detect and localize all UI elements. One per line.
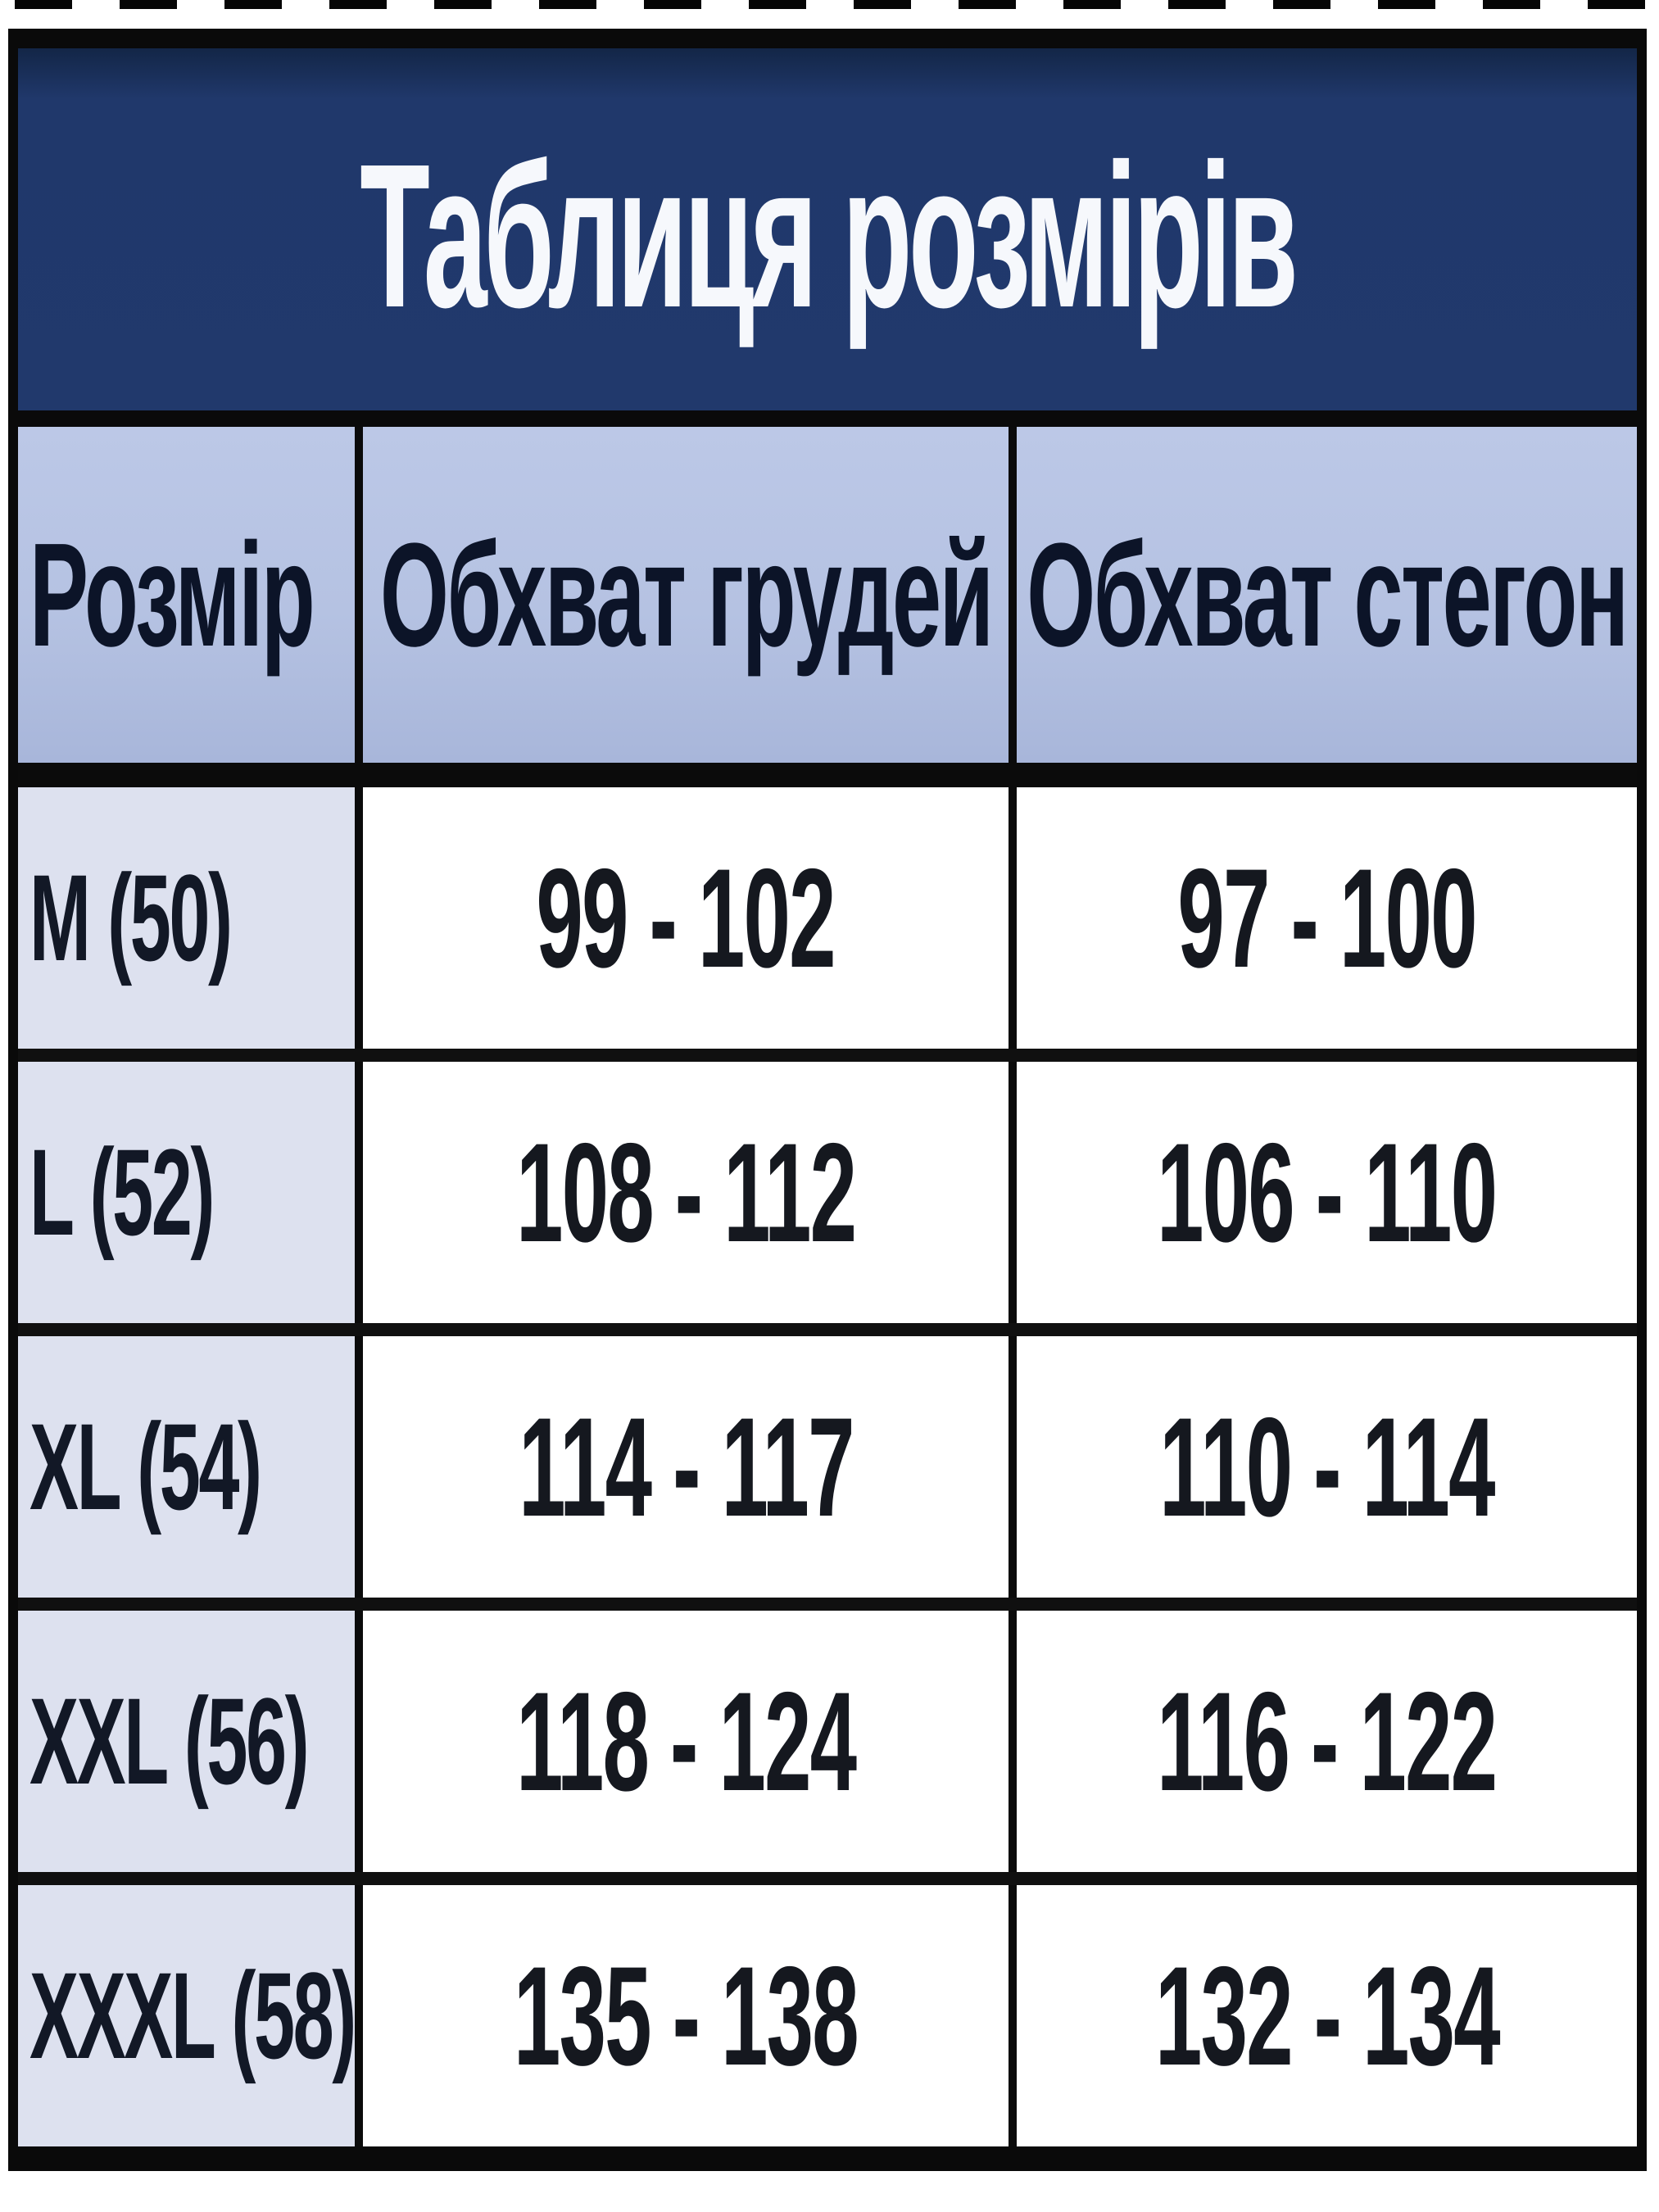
size-cell xyxy=(18,1062,363,1323)
size-label: XXL (56) xyxy=(29,1672,308,1810)
size-table xyxy=(8,29,1647,2171)
chest-cell xyxy=(363,787,1017,1049)
hips-value: 97 - 100 xyxy=(1177,839,1476,997)
header-cell-hips xyxy=(1017,427,1637,763)
header-hips-label: Обхват стегон xyxy=(1027,512,1627,678)
chest-value: 135 - 138 xyxy=(514,1937,858,2095)
table-row-m xyxy=(18,787,1637,1062)
chest-value: 118 - 124 xyxy=(515,1662,856,1820)
size-cell xyxy=(18,1611,363,1872)
hips-value: 106 - 110 xyxy=(1157,1113,1497,1271)
hips-cell xyxy=(1017,1611,1637,1872)
chest-value: 114 - 117 xyxy=(518,1388,854,1546)
top-crop-artifact xyxy=(15,0,1659,9)
size-label: M (50) xyxy=(29,849,231,986)
table-row-l xyxy=(18,1062,1637,1336)
chest-cell xyxy=(363,1062,1017,1323)
hips-value: 110 - 114 xyxy=(1159,1388,1494,1546)
hips-cell xyxy=(1017,1062,1637,1323)
size-cell xyxy=(18,1885,363,2146)
chest-cell xyxy=(363,1336,1017,1598)
header-size-label: Розмір xyxy=(29,512,314,678)
chest-cell xyxy=(363,1611,1017,1872)
size-label: L (52) xyxy=(29,1123,214,1261)
table-row-xxxl xyxy=(18,1885,1637,2146)
hips-value: 116 - 122 xyxy=(1157,1662,1497,1820)
table-title-band xyxy=(18,48,1637,427)
size-cell xyxy=(18,1336,363,1598)
hips-cell xyxy=(1017,787,1637,1049)
chest-value: 99 - 102 xyxy=(536,839,836,997)
table-row-xl xyxy=(18,1336,1637,1611)
hips-cell xyxy=(1017,1885,1637,2146)
header-cell-size xyxy=(18,427,363,763)
table-row-xxl xyxy=(18,1611,1637,1885)
header-cell-chest xyxy=(363,427,1017,763)
header-row xyxy=(18,427,1637,787)
size-cell xyxy=(18,787,363,1049)
header-chest-label: Обхват грудей xyxy=(379,512,992,678)
size-label: XXXL (58) xyxy=(29,1947,355,2084)
hips-value: 132 - 134 xyxy=(1154,1937,1499,2095)
size-label: XL (54) xyxy=(29,1398,261,1535)
table-title: Таблиця розмірів xyxy=(360,120,1295,350)
chest-value: 108 - 112 xyxy=(515,1113,856,1271)
chest-cell xyxy=(363,1885,1017,2146)
hips-cell xyxy=(1017,1336,1637,1598)
